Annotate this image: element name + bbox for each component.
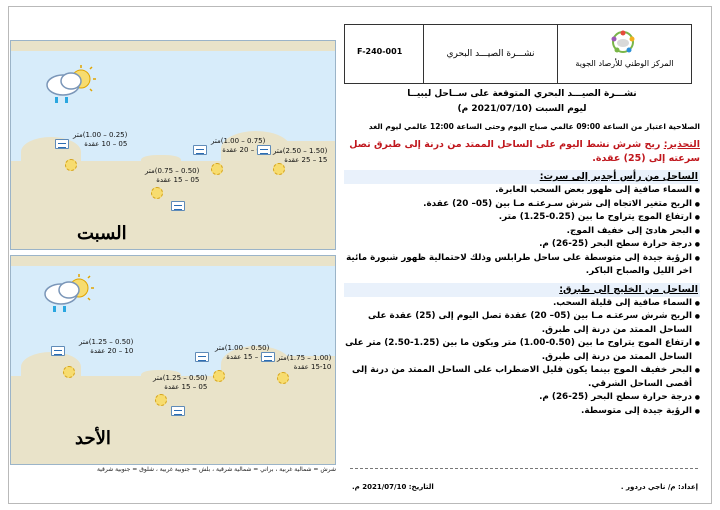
wave-icon bbox=[193, 145, 207, 155]
map2-label-1: (0.50 – 1.25)متر 10 – 20 عقدة bbox=[79, 338, 134, 355]
map-sunday bbox=[10, 255, 336, 465]
bulletin-name: نشـــرة الصيـــد البحري bbox=[446, 49, 535, 59]
map2-label-4: (0.50 – 1.25)متر 05 – 15 عقدة bbox=[153, 374, 208, 391]
wave-icon bbox=[257, 145, 271, 155]
map1-day-label: السبت bbox=[77, 223, 127, 244]
footer bbox=[350, 468, 698, 494]
map2-label-2: (0.50 – 1.00)متر – 15 عقدة bbox=[215, 344, 270, 361]
list-item: ● الرؤية جيدة إلى متوسطة. bbox=[344, 405, 700, 419]
sun-cloud-rain-icon bbox=[39, 272, 95, 316]
list-item: ● السماء صافية إلى قليلة السحب. bbox=[344, 297, 700, 311]
land-europe bbox=[11, 256, 336, 266]
sun-icon bbox=[63, 366, 75, 378]
bulletin-date: ليوم السبت (2021/07/10 م) bbox=[457, 104, 587, 114]
list-item: ● البحر خفيف الموج بينما يكون قليل الاضطراب على الساحل الممتد من درنة إلى أقصى الساحل الشرقي. bbox=[344, 364, 700, 391]
prepared-by: إعداد: م/ ناجي دردور . bbox=[620, 483, 698, 491]
warning-block bbox=[344, 138, 700, 166]
header-title-cell bbox=[423, 25, 557, 83]
land-europe bbox=[11, 41, 336, 51]
wave-icon bbox=[261, 352, 275, 362]
sun-icon bbox=[211, 163, 223, 175]
list-item: ● السماء صافية إلى ظهور بعض السحب العابرة. bbox=[344, 184, 700, 198]
map1-label-3: (1.50 – 2.50)متر 15 – 25 عقدة bbox=[273, 147, 328, 164]
section-heading-west: الساحل من رأس أجدير إلى سرت: bbox=[344, 170, 700, 184]
wave-icon bbox=[55, 139, 69, 149]
sun-icon bbox=[277, 372, 289, 384]
warning-text: ريح شرش نشط اليوم على الساحل الممتد من درنة إلى طبرق تصل سرعته إلى (25) عقدة. bbox=[349, 139, 700, 164]
wave-icon bbox=[171, 406, 185, 416]
maps-column bbox=[10, 40, 336, 465]
bulletin-title: نشـــرة الصيـــد البحري المتوقعة على ســاحل ليبيــا bbox=[407, 89, 637, 99]
sun-cloud-rain-icon bbox=[41, 63, 97, 107]
header-code-cell bbox=[345, 25, 423, 83]
legend-text: شرش = شمالية غربية ، براني = شمالية شرقية ، بلش = جنوبية غربية ، شلوق = جنوبية شرقية bbox=[96, 466, 336, 473]
sun-icon bbox=[151, 187, 163, 199]
organization-name: المركز الوطني للأرصاد الجوية bbox=[575, 59, 674, 68]
sun-icon bbox=[65, 159, 77, 171]
map1-label-4: (0.50 – 0.75)متر 05 – 15 عقدة bbox=[145, 167, 200, 184]
validity-line: الصلاحية اعتبار من الساعة 09:00 عالمي صباح اليوم وحتى الساعة 12:00 عالمي ليوم الغد bbox=[368, 122, 700, 131]
list-item: ● الريح متغير الاتجاه إلى شرش سـرعتـه مـا بين (05– 20) عقدة. bbox=[344, 198, 700, 212]
map-saturday bbox=[10, 40, 336, 250]
list-item: ● درجة حرارة سطح البحر (25-26) م. bbox=[344, 238, 700, 252]
logo-icon bbox=[608, 29, 638, 55]
header-org-cell bbox=[557, 25, 691, 83]
list-item: ● درجة حرارة سطح البحر (25-26) م. bbox=[344, 391, 700, 405]
sun-icon bbox=[155, 394, 167, 406]
map1-label-1: (0.25 – 1.00)متر 05 – 10 عقدة bbox=[73, 131, 128, 148]
section-heading-east: الساحل من الخليج إلى طبرق: bbox=[344, 283, 700, 297]
map2-day-label: الأحد bbox=[75, 428, 111, 449]
map1-label-2: (0.75 – 1.00)متر – 20 عقدة bbox=[211, 137, 266, 154]
wave-icon bbox=[195, 352, 209, 362]
bulletin-text bbox=[344, 88, 700, 418]
land-sirt bbox=[141, 155, 181, 167]
list-item: ● ارتفاع الموج يتراوح ما بين (0.25-1.25) متر. bbox=[344, 211, 700, 225]
footer-date: التاريخ: 2021/07/10 م. bbox=[352, 483, 434, 491]
header-table bbox=[344, 24, 692, 84]
wave-icon bbox=[51, 346, 65, 356]
list-item: ● البحر هادئ إلى خفيف الموج. bbox=[344, 225, 700, 239]
sun-icon bbox=[273, 163, 285, 175]
warning-label: التحذير: bbox=[663, 139, 700, 150]
list-item: ● ارتفاع الموج يتراوح ما بين (0.50-1.00) متر ويكون ما بين (1.25-2.50) متر على الساحل الممتد من درنة إلى طبرق. bbox=[344, 337, 700, 364]
sun-icon bbox=[213, 370, 225, 382]
map2-label-3: (1.00 – 1.75)متر 15-10 عقدة bbox=[277, 354, 332, 371]
list-item: ● الرؤية جيدة إلى متوسطة على ساحل طرابلس وذلك لاحتمالية ظهور شبورة مائية اخر الليل والصباح الباكر. bbox=[344, 252, 700, 279]
list-item: ● الريح شرش سرعتـه مـا بين (05– 20) عقدة تصل اليوم إلى (25) عقدة على الساحل الممتد من درنة إلى طبرق. bbox=[344, 310, 700, 337]
form-code: F-240-001 bbox=[357, 47, 403, 56]
wave-icon bbox=[171, 201, 185, 211]
